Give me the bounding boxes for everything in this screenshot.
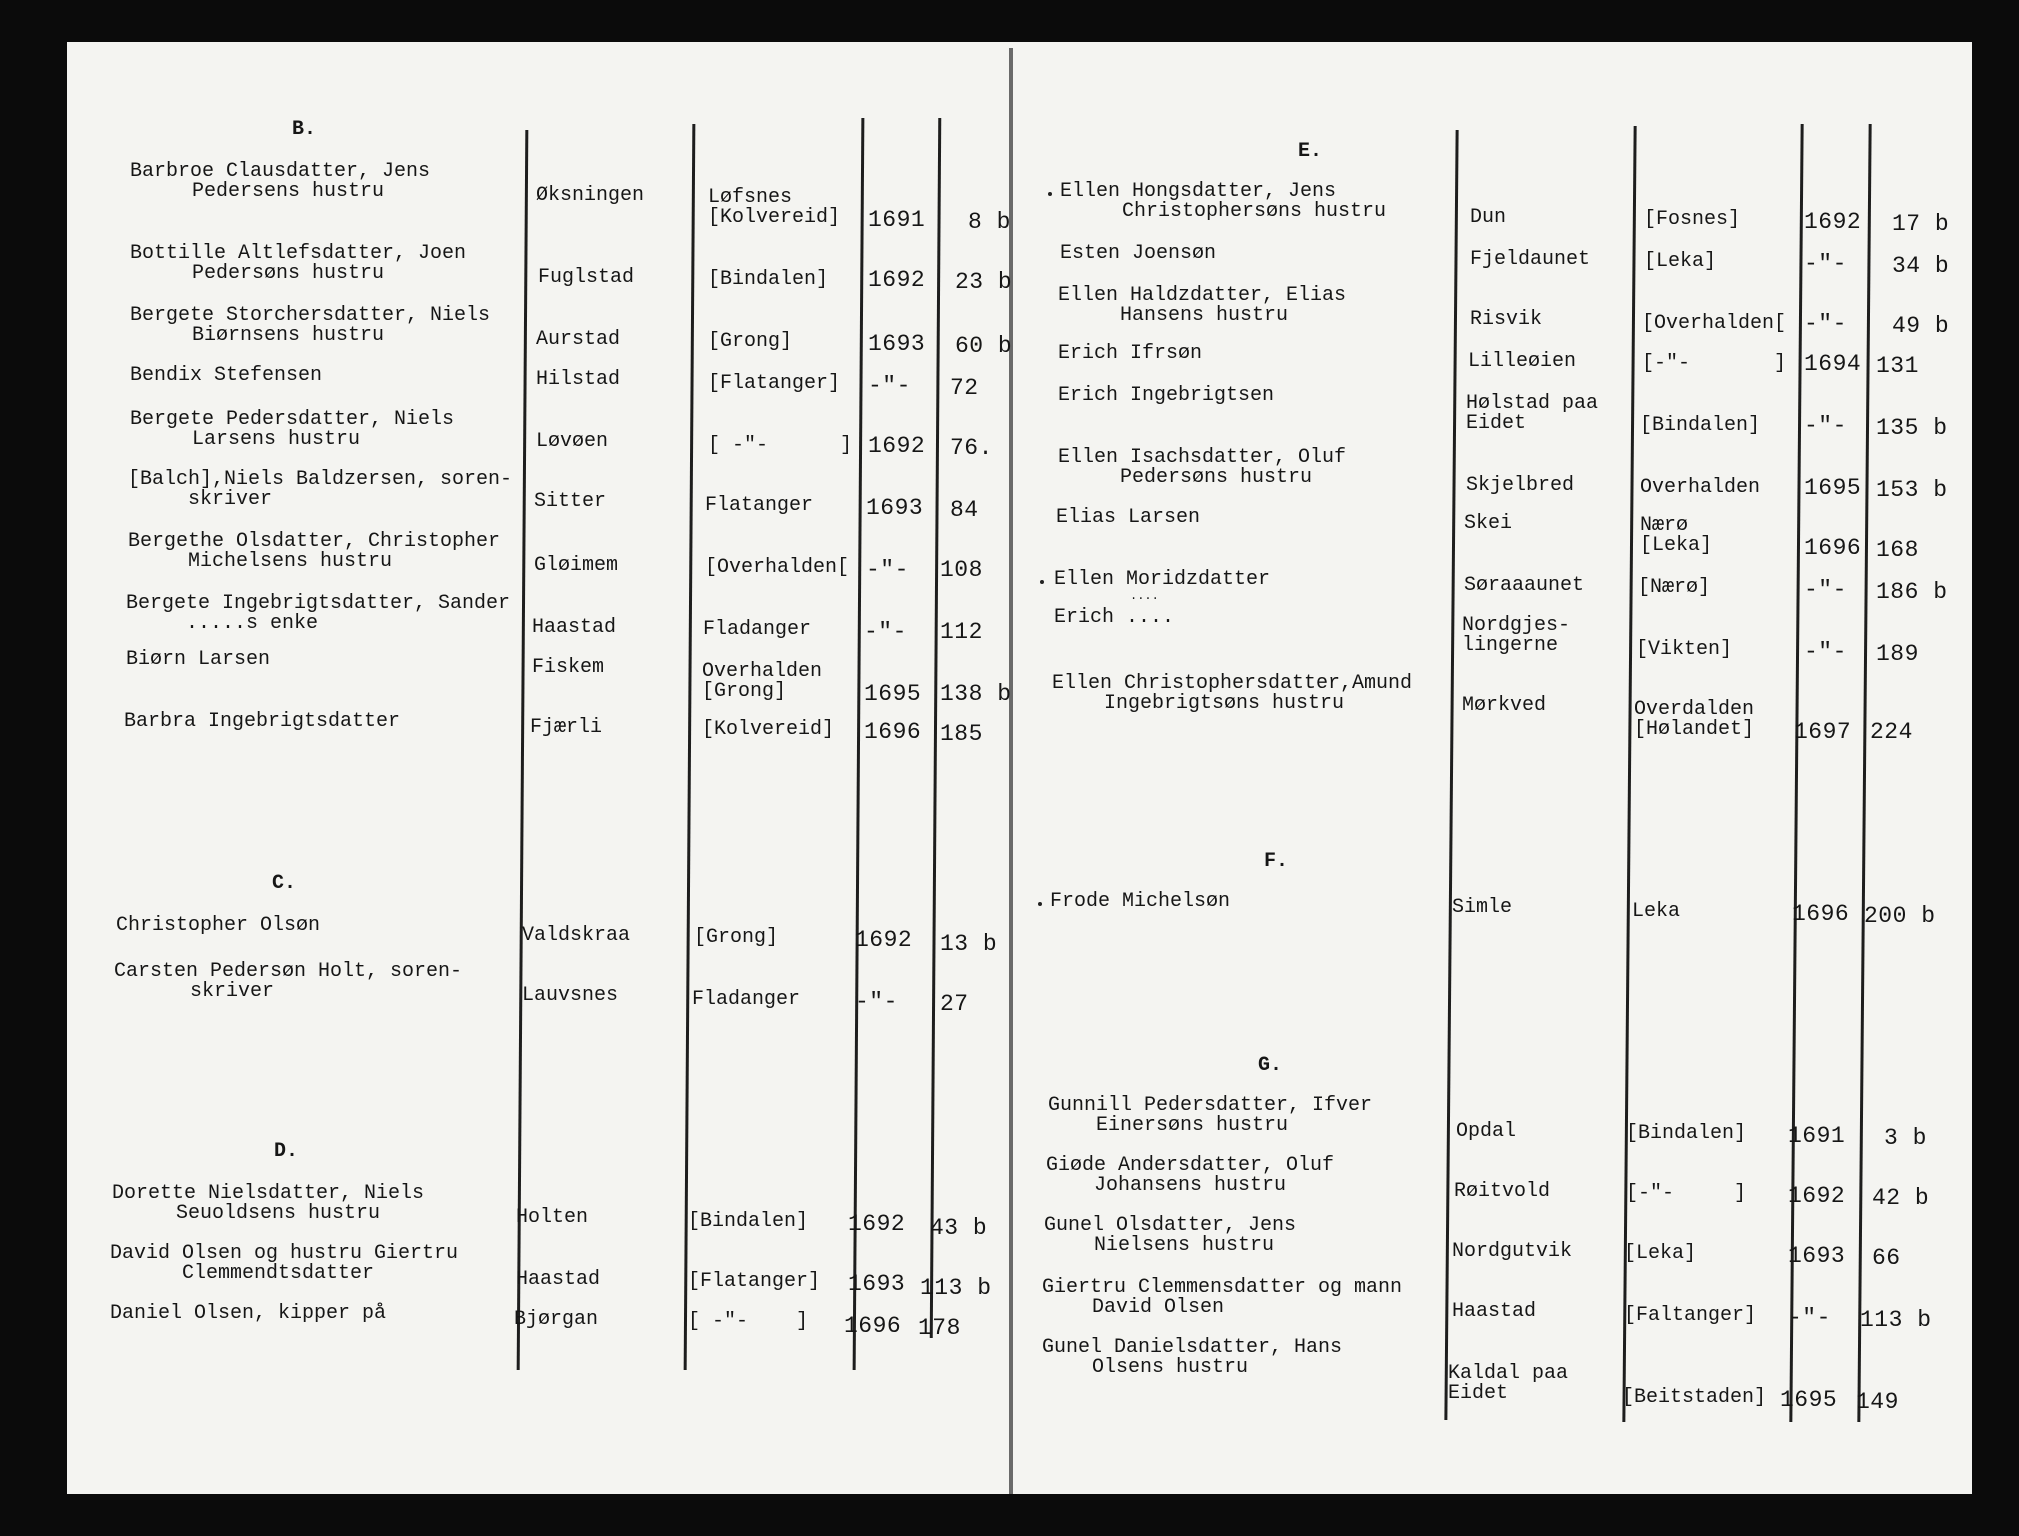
- entry-parish: [Leka]: [1644, 250, 1717, 273]
- entry-year: 1693: [1788, 1243, 1846, 1269]
- entry-parish: Overhalden: [1640, 476, 1761, 499]
- entry-page: 224: [1870, 719, 1913, 745]
- entry-page: 108: [940, 557, 983, 583]
- entry-name: [Balch],Niels Baldzersen, soren- skriver: [128, 468, 513, 511]
- entry-page: 185: [940, 721, 983, 747]
- entry-parish: [-"- ]: [1626, 1182, 1747, 1205]
- entry-year: 1693: [868, 331, 926, 357]
- book-spine: [1009, 48, 1013, 1494]
- entry-page: 131: [1876, 353, 1919, 379]
- entry-page: 13 b: [940, 931, 998, 957]
- entry-farm: Opdal: [1456, 1120, 1517, 1143]
- entry-farm: Valdskraa: [522, 924, 631, 947]
- entry-parish: [Bindalen]: [708, 268, 829, 291]
- entry-page: 113 b: [1860, 1307, 1932, 1333]
- entry-farm: Haastad: [516, 1268, 601, 1291]
- entry-parish: [-"- ]: [1642, 352, 1787, 375]
- entry-farm: Kaldal paa Eidet: [1448, 1362, 1569, 1405]
- entry-name: Ellen Christophersdatter,Amund Ingebrigtsøns hustru: [1052, 672, 1413, 715]
- entry-parish: Løfsnes [Kolvereid]: [708, 186, 841, 229]
- entry-parish: Fladanger: [692, 988, 801, 1011]
- entry-farm: Fuglstad: [538, 266, 635, 289]
- entry-name: Giøde Andersdatter, Oluf Johansens hustru: [1046, 1154, 1335, 1197]
- entry-year: 1692: [1788, 1183, 1846, 1209]
- entry-name: David Olsen og hustru Giertru Clemmendtsdatter: [110, 1242, 459, 1285]
- entry-parish: Overhalden [Grong]: [702, 660, 823, 703]
- entry-year: -"-: [1804, 413, 1847, 439]
- entry-year: -"-: [1788, 1305, 1831, 1331]
- entry-year: 1696: [1792, 901, 1850, 927]
- entry-name: Bergete Ingebrigtsdatter, Sander .....s enke: [126, 592, 511, 635]
- entry-year: 1695: [1780, 1387, 1838, 1413]
- entry-page: 34 b: [1892, 253, 1950, 279]
- entry-page: 186 b: [1876, 579, 1948, 605]
- entry-name: Bergete Pedersdatter, Niels Larsens hustru: [130, 408, 455, 451]
- entry-page: 49 b: [1892, 313, 1950, 339]
- entry-page: 84: [950, 497, 979, 523]
- entry-name: Ellen Isachsdatter, Oluf Pedersøns hustru: [1058, 446, 1347, 489]
- entry-farm: Nordgjes- lingerne: [1462, 614, 1571, 657]
- entry-name: Ellen Moridzdatter ....: [1054, 568, 1271, 603]
- entry-name: Bergete Storchersdatter, Niels Biørnsens hustru: [130, 304, 491, 347]
- entry-year: -"-: [866, 557, 909, 583]
- entry-name: Gunnill Pedersdatter, Ifver Einersøns hustru: [1048, 1094, 1373, 1137]
- entry-year: -"-: [1804, 639, 1847, 665]
- entry-page: 112: [940, 619, 983, 645]
- entry-farm: Lilleøien: [1468, 350, 1577, 373]
- entry-parish: [Bindalen]: [688, 1210, 809, 1233]
- entry-parish: [ -"- ]: [688, 1310, 809, 1333]
- entry-parish: [Overhalden[: [705, 556, 850, 579]
- entry-page: 17 b: [1892, 211, 1950, 237]
- entry-page: 3 b: [1884, 1125, 1927, 1151]
- entry-page: 200 b: [1864, 903, 1936, 929]
- entry-farm: Simle: [1452, 896, 1513, 919]
- entry-farm: Fjærli: [530, 716, 603, 739]
- entry-year: -"-: [855, 989, 898, 1015]
- entry-parish: Nærø [Leka]: [1640, 514, 1713, 557]
- entry-bullet: [1040, 580, 1044, 584]
- entry-parish: [Leka]: [1624, 1242, 1697, 1265]
- entry-name: Ellen Hongsdatter, Jens Christophersøns hustru: [1060, 180, 1387, 223]
- entry-page: 27: [940, 991, 969, 1017]
- entry-year: 1696: [1804, 535, 1862, 561]
- entry-year: 1691: [868, 207, 926, 233]
- entry-farm: Hilstad: [536, 368, 621, 391]
- entry-name: Carsten Pedersøn Holt, soren- skriver: [114, 960, 463, 1003]
- entry-name: Ellen Haldzdatter, Elias Hansens hustru: [1058, 284, 1347, 327]
- entry-farm: Hølstad paa Eidet: [1466, 392, 1599, 435]
- entry-year: 1697: [1794, 719, 1852, 745]
- entry-year: -"-: [868, 373, 911, 399]
- entry-name: Erich ....: [1054, 606, 1175, 629]
- entry-year: 1694: [1804, 351, 1862, 377]
- section-letter: E.: [1298, 140, 1323, 163]
- entry-name: Erich Ifrsøn: [1058, 342, 1203, 365]
- entry-name: Erich Ingebrigtsen: [1058, 384, 1275, 407]
- entry-farm: Lauvsnes: [522, 984, 619, 1007]
- entry-bullet: [1048, 192, 1052, 196]
- entry-year: -"-: [1804, 577, 1847, 603]
- entry-farm: Sitter: [534, 490, 607, 513]
- entry-parish: [Grong]: [694, 926, 779, 949]
- entry-parish: [Flatanger]: [688, 1270, 821, 1293]
- section-letter: C.: [272, 872, 297, 895]
- entry-page: 149: [1856, 1389, 1899, 1415]
- section-letter: F.: [1264, 850, 1289, 873]
- entry-name: Bergethe Olsdatter, Christopher Michelsens hustru: [128, 530, 501, 573]
- entry-farm: Nordgutvik: [1452, 1240, 1573, 1263]
- entry-year: -"-: [1804, 311, 1847, 337]
- entry-page: 168: [1876, 537, 1919, 563]
- entry-parish: [Overhalden[: [1642, 312, 1787, 335]
- entry-farm: Øksningen: [536, 184, 645, 207]
- entry-parish: Leka: [1632, 900, 1681, 923]
- entry-year: 1696: [844, 1313, 902, 1339]
- entry-parish: [Bindalen]: [1626, 1122, 1747, 1145]
- entry-name: Barbra Ingebrigtsdatter: [124, 710, 401, 733]
- entry-farm: Mørkved: [1462, 694, 1547, 717]
- entry-farm: Gløimem: [534, 554, 619, 577]
- entry-year: 1692: [868, 267, 926, 293]
- entry-page: 43 b: [930, 1215, 988, 1241]
- entry-name: Daniel Olsen, kipper på: [110, 1302, 387, 1325]
- entry-parish: [Nærø]: [1638, 576, 1711, 599]
- entry-farm: Risvik: [1470, 308, 1543, 331]
- entry-bullet: [1038, 902, 1042, 906]
- entry-name: Esten Joensøn: [1060, 242, 1217, 265]
- entry-parish: [Grong]: [708, 330, 793, 353]
- entry-parish: [Kolvereid]: [702, 718, 835, 741]
- entry-name: Gunel Olsdatter, Jens Nielsens hustru: [1044, 1214, 1297, 1257]
- entry-year: -"-: [1804, 251, 1847, 277]
- entry-year: 1696: [864, 719, 922, 745]
- entry-farm: Aurstad: [536, 328, 621, 351]
- section-letter: G.: [1258, 1054, 1283, 1077]
- entry-farm: Bjørgan: [514, 1308, 599, 1331]
- entry-parish: [Flatanger]: [708, 372, 841, 395]
- entry-name: Bendix Stefensen: [130, 364, 323, 387]
- entry-page: 42 b: [1872, 1185, 1930, 1211]
- entry-farm: Dun: [1470, 206, 1507, 229]
- entry-year: 1692: [848, 1211, 906, 1237]
- entry-page: 178: [918, 1315, 961, 1341]
- entry-page: 153 b: [1876, 477, 1948, 503]
- entry-name: Frode Michelsøn: [1050, 890, 1231, 913]
- entry-year: 1691: [1788, 1123, 1846, 1149]
- entry-year: 1695: [864, 681, 922, 707]
- entry-farm: Haastad: [532, 616, 617, 639]
- entry-parish: [Vikten]: [1636, 638, 1733, 661]
- section-letter: B.: [292, 118, 317, 141]
- entry-year: 1692: [855, 927, 913, 953]
- entry-year: -"-: [864, 619, 907, 645]
- entry-farm: Haastad: [1452, 1300, 1537, 1323]
- entry-parish: [ -"- ]: [708, 434, 853, 457]
- entry-parish: Overdalden [Hølandet]: [1634, 698, 1755, 741]
- entry-parish: [Faltanger]: [1624, 1304, 1757, 1327]
- entry-name: Biørn Larsen: [126, 648, 271, 671]
- entry-farm: Skei: [1464, 512, 1513, 535]
- entry-parish: [Beitstaden]: [1622, 1386, 1767, 1409]
- section-letter: D.: [274, 1140, 299, 1163]
- entry-name: Barbroe Clausdatter, Jens Pedersens hustru: [130, 160, 431, 203]
- entry-year: 1695: [1804, 475, 1862, 501]
- entry-parish: Flatanger: [705, 494, 814, 517]
- entry-farm: Skjelbred: [1466, 474, 1575, 497]
- entry-year: 1692: [1804, 209, 1862, 235]
- entry-farm: Fiskem: [532, 656, 605, 679]
- entry-year: 1692: [868, 433, 926, 459]
- entry-page: 138 b: [940, 681, 1012, 707]
- entry-page: 60 b: [955, 333, 1013, 359]
- entry-page: 113 b: [920, 1275, 992, 1301]
- entry-page: 189: [1876, 641, 1919, 667]
- entry-page: 72: [950, 375, 979, 401]
- entry-page: 135 b: [1876, 415, 1948, 441]
- entry-farm: Løvøen: [536, 430, 609, 453]
- entry-farm: Røitvold: [1454, 1180, 1551, 1203]
- entry-page: 23 b: [955, 269, 1013, 295]
- entry-name: Gunel Danielsdatter, Hans Olsens hustru: [1042, 1336, 1343, 1379]
- entry-name: Bottille Altlefsdatter, Joen Pedersøns hustru: [130, 242, 467, 285]
- entry-page: 76.: [950, 435, 993, 461]
- entry-farm: Fjeldaunet: [1470, 248, 1591, 271]
- entry-farm: Holten: [516, 1206, 589, 1229]
- entry-page: 8 b: [968, 209, 1011, 235]
- entry-parish: [Fosnes]: [1644, 208, 1741, 231]
- entry-farm: Søraaaunet: [1464, 574, 1585, 597]
- entry-parish: Fladanger: [703, 618, 812, 641]
- entry-name: Elias Larsen: [1056, 506, 1201, 529]
- entry-year: 1693: [866, 495, 924, 521]
- entry-name: Christopher Olsøn: [116, 914, 321, 937]
- entry-name: Dorette Nielsdatter, Niels Seuoldsens hustru: [112, 1182, 425, 1225]
- entry-parish: [Bindalen]: [1640, 414, 1761, 437]
- entry-name: Giertru Clemmensdatter og mann David Olsen: [1042, 1276, 1403, 1319]
- entry-page: 66: [1872, 1245, 1901, 1271]
- entry-year: 1693: [848, 1271, 906, 1297]
